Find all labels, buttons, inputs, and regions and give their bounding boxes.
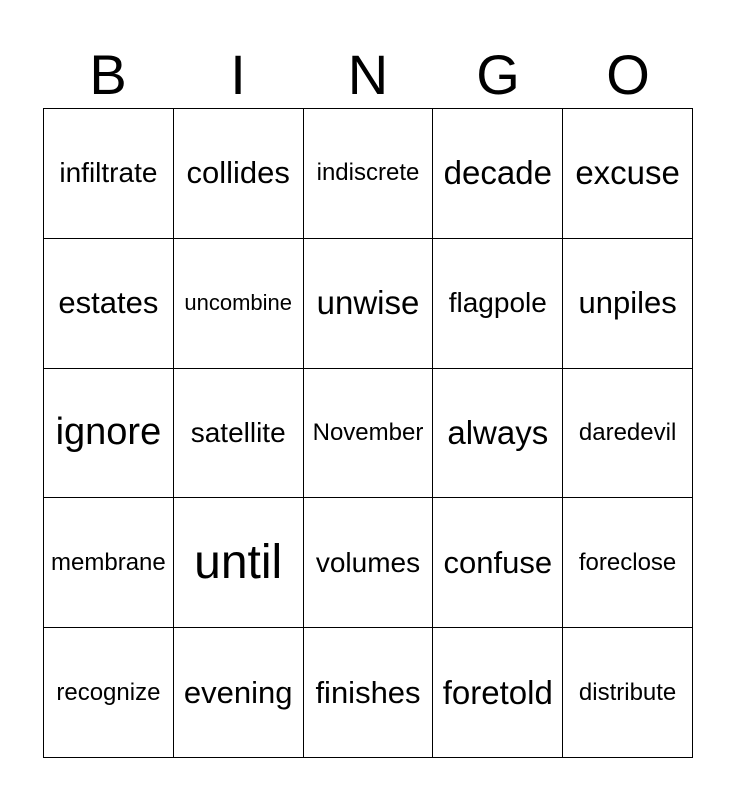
bingo-cell: daredevil <box>563 369 693 499</box>
bingo-cell: decade <box>433 109 563 239</box>
header-letter-n: N <box>347 43 389 106</box>
bingo-cell: flagpole <box>433 239 563 369</box>
bingo-cell: distribute <box>563 628 693 758</box>
bingo-cell: confuse <box>433 498 563 628</box>
bingo-cell: foretold <box>433 628 563 758</box>
bingo-cell: foreclose <box>563 498 693 628</box>
bingo-board <box>43 108 693 758</box>
header-letter-i: I <box>230 43 246 106</box>
bingo-cell: membrane <box>44 498 174 628</box>
bingo-cell: evening <box>174 628 304 758</box>
bingo-cell: satellite <box>174 369 304 499</box>
bingo-cell: excuse <box>563 109 693 239</box>
bingo-cell: infiltrate <box>44 109 174 239</box>
bingo-cell: uncombine <box>174 239 304 369</box>
bingo-cell: volumes <box>304 498 434 628</box>
bingo-cell: collides <box>174 109 304 239</box>
header-letter-o: O <box>606 43 650 106</box>
bingo-cell: finishes <box>304 628 434 758</box>
header-letter-b: B <box>89 43 127 106</box>
bingo-cell: estates <box>44 239 174 369</box>
bingo-cell: indiscrete <box>304 109 434 239</box>
bingo-cell: until <box>174 498 304 628</box>
bingo-cell: ignore <box>44 369 174 499</box>
bingo-cell: always <box>433 369 563 499</box>
bingo-cell: unpiles <box>563 239 693 369</box>
bingo-cell: unwise <box>304 239 434 369</box>
bingo-cell: recognize <box>44 628 174 758</box>
bingo-cell: November <box>304 369 434 499</box>
bingo-header <box>43 42 693 108</box>
header-letter-g: G <box>476 43 520 106</box>
